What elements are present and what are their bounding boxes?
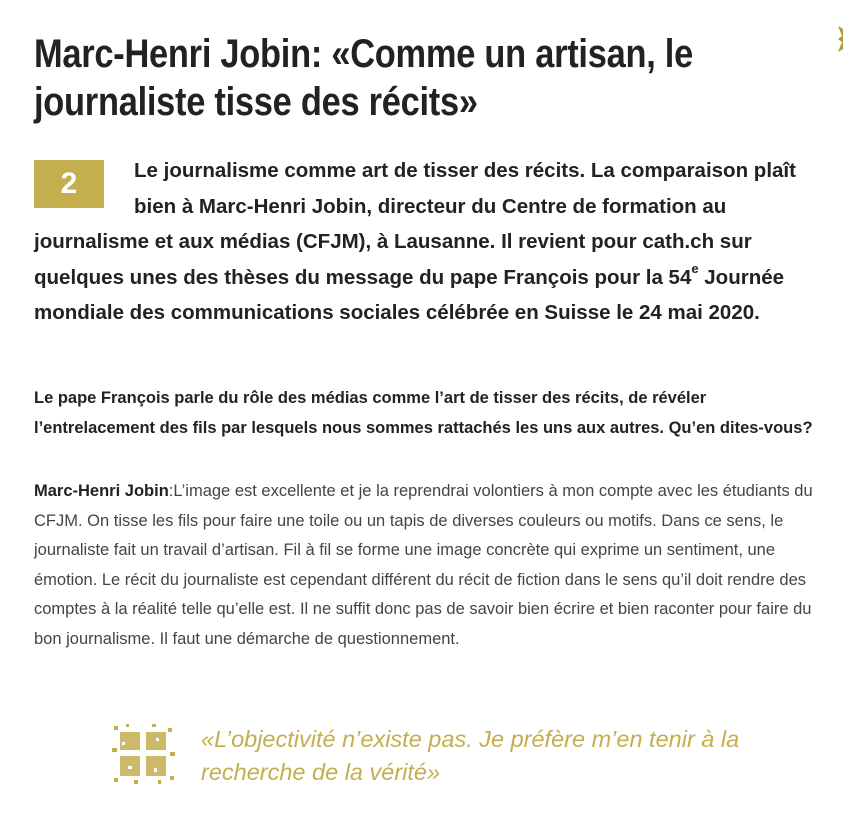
lead-text: Le journalisme comme art de tisser des récits. La comparaison plaît bien à Marc-Henri Jobin, directeur du Centre de formation au journalisme et aux médias (CFJM), à Lausanne. Il revient pour cath.ch sur quelques unes des thèses du message du pape François pour la 54 [34, 159, 796, 289]
lead-text-end: Journée mondiale des communications sociales célébrée en Suisse le 24 mai 2020. [34, 265, 785, 324]
answer-speaker: Marc-Henri Jobin [34, 482, 169, 500]
number-badge: 2 [34, 160, 104, 208]
pull-quote: «L’objectivité n’existe pas. Je préfère m’en tenir à la recherche de la vérité» [201, 726, 740, 785]
interview-question: Le pape François parle du rôle des médias comme l’art de tisser des récits, de révéler l’entrelacement des fils par lesquels nous sommes rattachés les uns aux autres. Qu’en dites-vous? [34, 389, 813, 437]
article-lead [34, 153, 829, 331]
cross-quote-icon [112, 722, 176, 786]
interview-answer [34, 477, 834, 654]
article-title: Marc-Henri Jobin: «Comme un artisan, le journaliste tisse des récits» [34, 32, 693, 124]
ordinal-suffix: e [691, 260, 699, 276]
answer-text: :L’image est excellente et je la reprendrai volontiers à mon compte avec les étudiants du CFJM. On tisse les fils pour faire une toile ou un tapis de diverses couleurs ou motifs. Dans ce sens, le journaliste fait un travail d’artisan. Fil à fil se forme une image concrète qui exprime un sentiment, une émotion. Le récit du journaliste est cependant différent du récit de fiction dans le sens qu’il doit rendre des comptes à la réalité telle qu’elle est. Il ne suffit donc pas de savoir bien écrire et bien raconter pour faire du bon journalisme. Il faut une démarche de questionnement. [34, 482, 813, 648]
